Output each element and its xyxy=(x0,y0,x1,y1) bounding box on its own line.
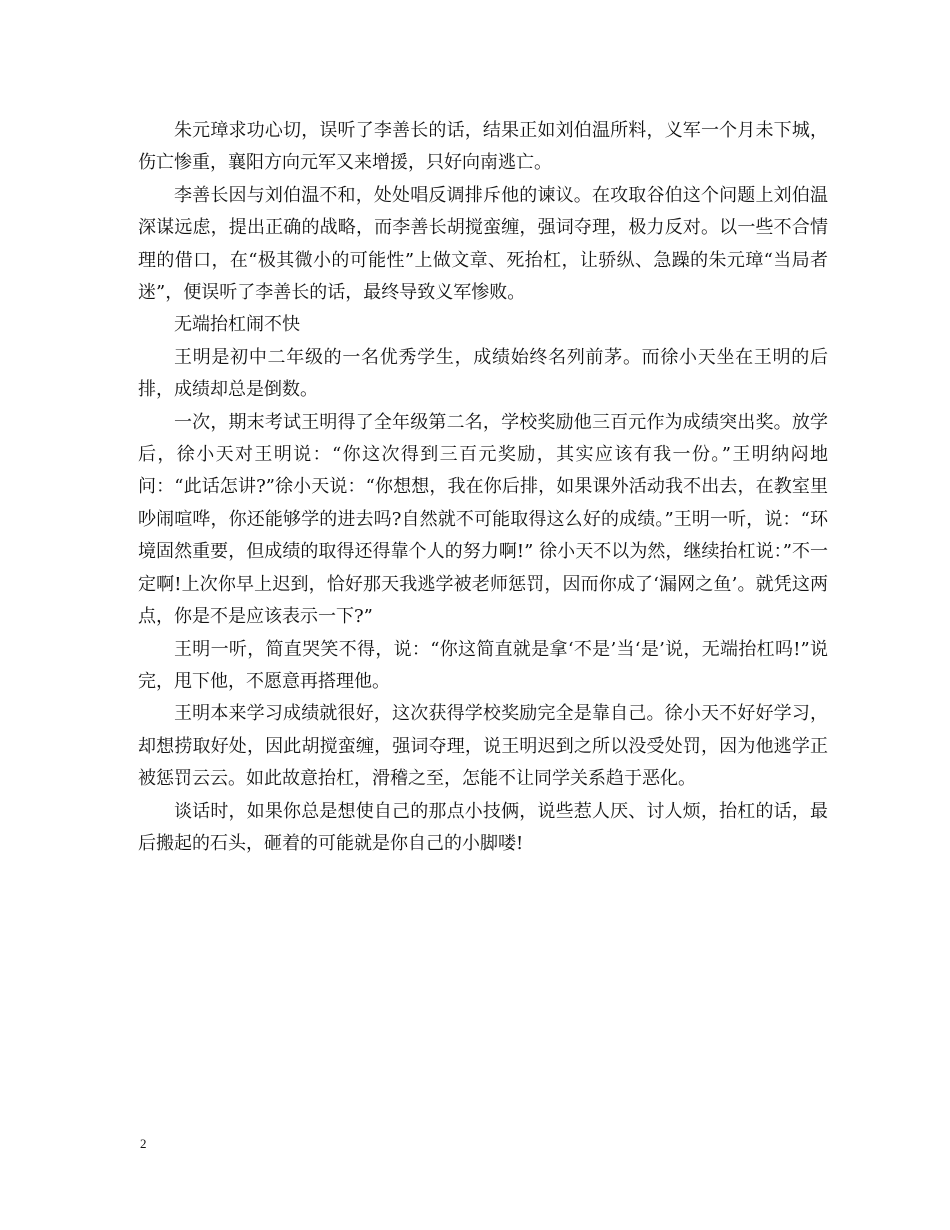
paragraph-4: 一次，期末考试王明得了全年级第二名，学校奖励他三百元作为成绩突出奖。放学后，徐小天对王明说：“你这次得到三百元奖励，其实应该有我一份。”王明纳闷地问：“此话怎讲?”徐小天说：“你想想，我在你后排，如果课外活动我不出去，在教室里吵闹喧哗，你还能够学的进去吗?自然就不可能取得这么好的成绩。”王明一听，说：“环境固然重要，但成绩的取得还得靠个人的努力啊!” 徐小天不以为然，继续抬杠说：”不一定啊!上次你早上迟到，恰好那天我逃学被老师惩罚，因而你成了‘漏网之鱼’。就凭这两点，你是不是应该表示一下?” xyxy=(138,411,828,628)
paragraph-5: 王明一听，简直哭笑不得，说：“你这简直就是拿‘不是’当‘是’说，无端抬杠吗!”说完，甩下他，不愿意再搭理他。 xyxy=(138,638,828,692)
paragraph-1: 朱元璋求功心切，误听了李善长的话，结果正如刘伯温所料，义军一个月未下城，伤亡惨重，襄阳方向元军又来增援，只好向南逃亡。 xyxy=(138,120,828,174)
page-number: 2 xyxy=(140,1136,147,1151)
paragraph-6: 王明本来学习成绩就很好，这次获得学校奖励完全是靠自己。徐小天不好好学习，却想捞取好处，因此胡搅蛮缠，强词夺理，说王明迟到之所以没受处罚，因为他逃学正被惩罚云云。如此故意抬杠，滑稽之至，怎能不让同学关系趋于恶化。 xyxy=(138,703,828,790)
paragraph-7: 谈话时，如果你总是想使自己的那点小技俩，说些惹人厌、讨人烦，抬杠的话，最后搬起的石头，砸着的可能就是你自己的小脚喽! xyxy=(138,800,828,854)
paragraph-3: 王明是初中二年级的一名优秀学生，成绩始终名列前茅。而徐小天坐在王明的后排，成绩却总是倒数。 xyxy=(138,346,828,401)
section-heading: 无端抬杠闹不快 xyxy=(174,314,300,336)
paragraph-2: 李善长因与刘伯温不和，处处唱反调排斥他的谏议。在攻取谷伯这个问题上刘伯温深谋远虑，提出正确的战略，而李善长胡搅蛮缠，强词夺理，极力反对。以一些不合情理的借口，在“极其微小的可能性”上做文章、死抬杠，让骄纵、急躁的朱元璋“当局者迷”，便误听了李善长的话，最终导致义军惨败。 xyxy=(138,184,828,304)
document-body xyxy=(138,115,828,860)
